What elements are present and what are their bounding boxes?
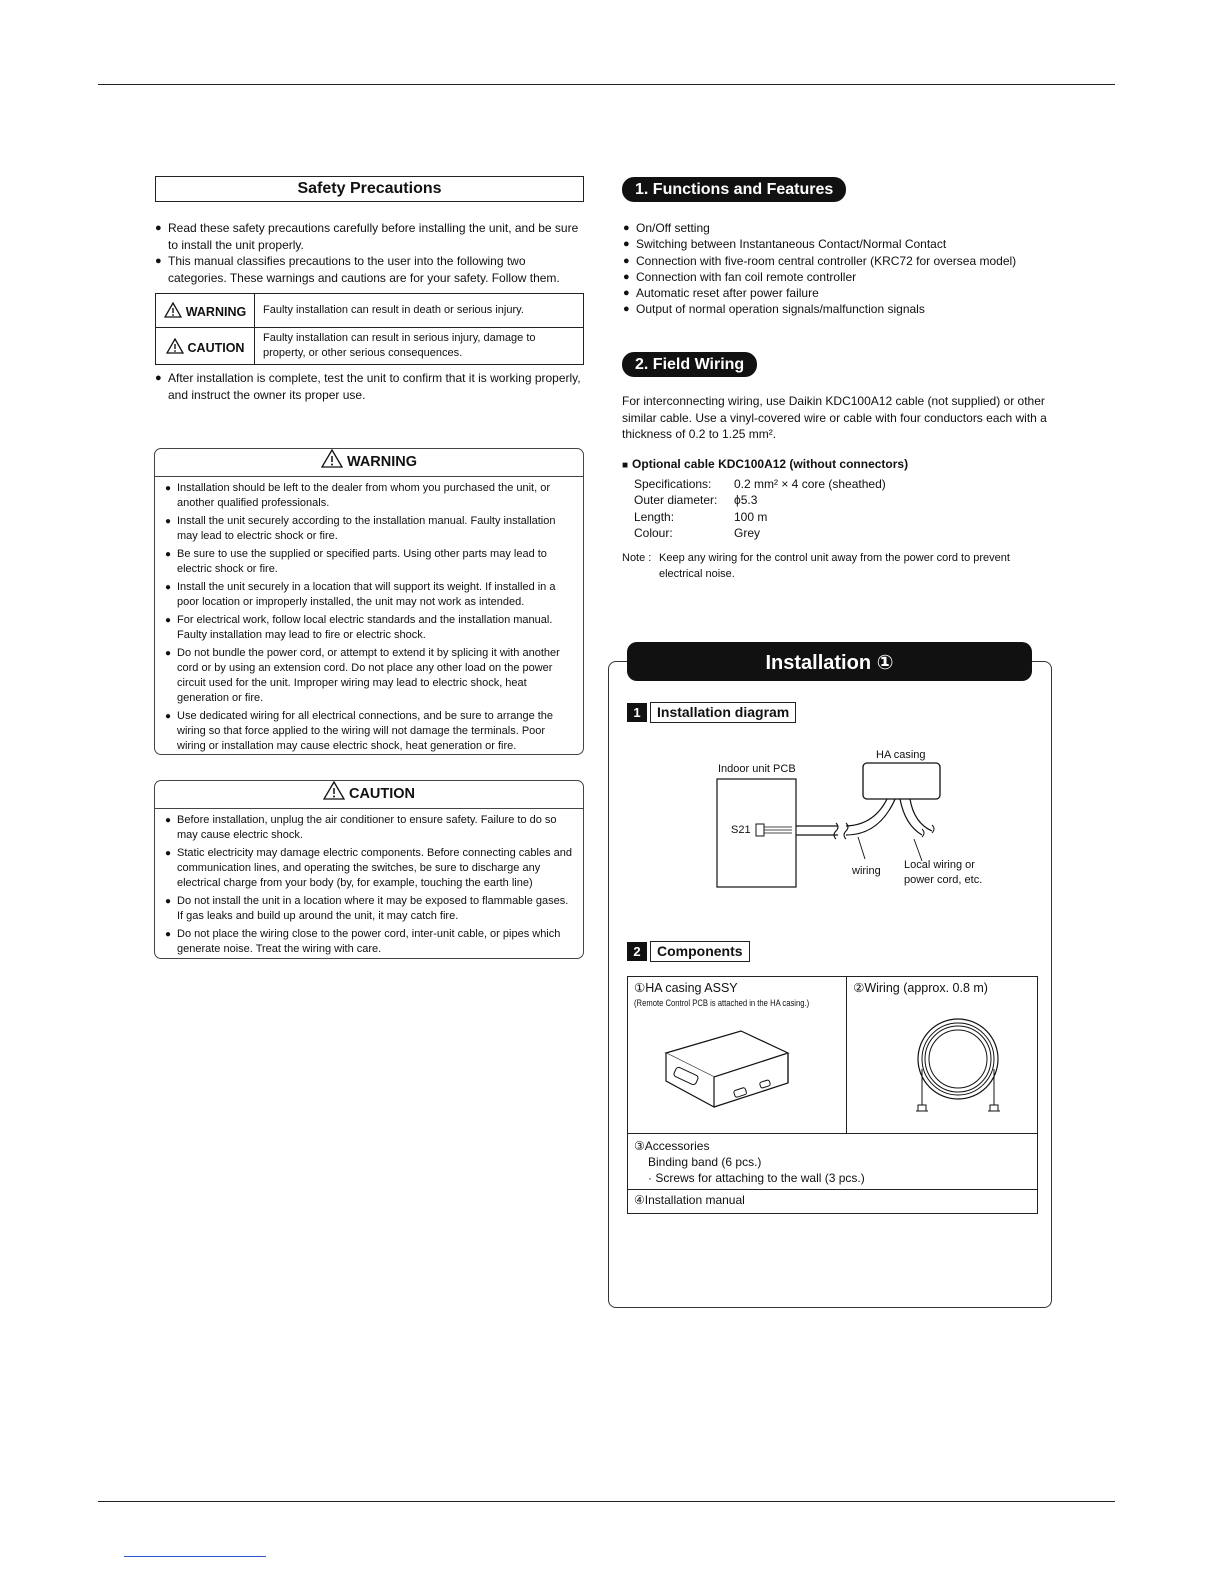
caution-box xyxy=(154,780,584,959)
warning-box-title: WARNING xyxy=(346,454,418,470)
caution-label: CAUTION xyxy=(187,340,245,355)
field-wiring-heading: 2. Field Wiring xyxy=(622,352,757,377)
accessories-line: · Screws for attaching to the wall (3 pcs.) xyxy=(648,1171,865,1185)
list-item: ● Output of normal operation signals/malfunction signals xyxy=(623,301,1063,317)
s21-connector xyxy=(756,824,764,836)
footer-rule xyxy=(98,1501,1115,1502)
accessories-title: ③Accessories xyxy=(634,1139,710,1153)
warning-box-header xyxy=(155,449,583,477)
spec-key: Colour: xyxy=(634,525,673,540)
note-text: Keep any wiring for the control unit away from the power cord to prevent electrical noise. xyxy=(659,552,1010,580)
wiring-leader-line xyxy=(858,837,865,859)
caution-box-header xyxy=(155,781,583,809)
list-item: ● Install the unit securely according to the installation manual. Faulty installation may lead to electric shock or fire. xyxy=(165,514,573,544)
list-item: ● Before installation, unplug the air conditioner to ensure safety. Failure to do so may cause electric shock. xyxy=(165,813,573,843)
optional-cable-title xyxy=(622,457,908,471)
wiring-cable xyxy=(796,826,838,835)
component-wiring xyxy=(847,977,1038,1134)
functions-list xyxy=(623,220,1063,318)
caution-box-body xyxy=(155,809,583,965)
table-row xyxy=(634,492,886,508)
list-item: ● Do not install the unit in a location where it may be exposed to flammable gases. If gas leaks and build up around the unit, it may catch fire. xyxy=(165,894,573,924)
components-table xyxy=(627,976,1038,1214)
local-wiring-line-2: power cord, etc. xyxy=(904,874,983,886)
spec-value: ϕ5.3 xyxy=(734,493,758,508)
list-item: ● Installation should be left to the dealer from whom you purchased the unit, or another qualified professionals. xyxy=(165,481,573,511)
accessories-line: Binding band (6 pcs.) xyxy=(648,1155,762,1169)
safety-precautions-title: Safety Precautions xyxy=(155,176,584,202)
ha-casing-note: (Remote Control PCB is attached in the HA casing.) xyxy=(634,998,810,1008)
cable-break xyxy=(922,825,934,837)
table-row xyxy=(156,294,584,328)
installation-heading: Installation ① xyxy=(627,642,1032,681)
warning-label-cell xyxy=(156,294,255,328)
local-wiring-label xyxy=(904,858,982,888)
caution-label-cell xyxy=(156,328,255,365)
list-item: ● Do not place the wiring close to the power cord, inter-unit cable, or pipes which generate noise. Treat the wiring with care. xyxy=(165,927,573,957)
caution-description: Faulty installation can result in serious injury, damage to property, or other serious consequences. xyxy=(255,328,584,365)
list-item: ● Do not bundle the power cord, or attempt to extend it by splicing it with another cord or by using an extension cord. Do not place any other load on the power circuit used for the unit. Improper wiring may lead to electric shock, heat generation or fire. xyxy=(165,646,573,706)
list-item: ● Connection with fan coil remote controller xyxy=(623,269,1063,285)
list-item: ● Install the unit securely in a location that will support its weight. If installed in a poor location or improperly installed, the unit may not work as intended. xyxy=(165,580,573,610)
indoor-unit-pcb-label: Indoor unit PCB xyxy=(718,763,796,775)
warning-box-body xyxy=(155,477,583,762)
spec-value: Grey xyxy=(734,525,761,540)
local-wiring-line-1: Local wiring or xyxy=(904,859,975,871)
list-item: ● Automatic reset after power failure xyxy=(623,285,1063,301)
safety-intro-item: ● This manual classifies precautions to the user into the following two categories. These warnings and cautions are for your safety. Follow them. xyxy=(155,253,585,286)
field-wiring-intro: For interconnecting wiring, use Daikin KDC100A12 cable (not supplied) or other similar cable. Use a vinyl-covered wire or cable with four conductors each with a thickness of 0.2 to 1.25 mm². xyxy=(622,394,1047,441)
component-ha-casing xyxy=(628,977,847,1134)
list-item: ● On/Off setting xyxy=(623,220,1063,236)
wiring-cable xyxy=(846,797,896,835)
header-rule xyxy=(98,84,1115,85)
table-row xyxy=(634,509,886,525)
wiring-label: wiring xyxy=(852,865,881,877)
caution-triangle-icon xyxy=(323,781,345,800)
section-number: 2 xyxy=(627,942,647,961)
optional-cable-title-text: Optional cable KDC100A12 (without connectors) xyxy=(632,457,909,471)
spec-key: Outer diameter: xyxy=(634,493,718,508)
optional-cable-specs xyxy=(634,476,886,541)
ha-casing-illustration xyxy=(656,1023,796,1118)
warning-label: WARNING xyxy=(185,305,247,319)
wiring-coil-illustration xyxy=(903,1009,1013,1119)
warning-triangle-icon xyxy=(164,302,182,318)
components-title: Components xyxy=(650,941,750,962)
table-row xyxy=(634,525,886,541)
spec-key: Specifications: xyxy=(634,477,712,491)
ha-casing-box xyxy=(863,763,940,799)
caution-triangle-icon xyxy=(166,338,184,354)
table-row xyxy=(628,977,1038,1134)
footer-link-underline[interactable] xyxy=(124,1556,266,1557)
spec-value: 0.2 mm² × 4 core (sheathed) xyxy=(734,477,886,491)
precaution-category-table xyxy=(155,293,584,365)
section-number: 1 xyxy=(627,703,647,722)
safety-after-installation xyxy=(155,370,585,403)
list-item: ● Connection with five-room central controller (KRC72 for oversea model) xyxy=(623,253,1063,269)
list-item: ● For electrical work, follow local electric standards and the installation manual. Faulty installation may lead to fire or electric shock. xyxy=(165,613,573,643)
local-wiring-cable xyxy=(900,799,932,835)
installation-diagram-title: Installation diagram xyxy=(650,702,796,723)
safety-after-item: ● After installation is complete, test the unit to confirm that it is working properly, and instruct the owner its proper use. xyxy=(155,370,585,403)
spec-value: 100 m xyxy=(734,509,768,524)
warning-triangle-icon xyxy=(321,449,343,468)
s21-label: S21 xyxy=(731,824,751,836)
table-row xyxy=(628,1190,1038,1214)
functions-heading: 1. Functions and Features xyxy=(622,177,846,202)
warning-box xyxy=(154,448,584,755)
note-label: Note : xyxy=(622,552,652,564)
safety-intro-item: ● Read these safety precautions carefully before installing the unit, and be sure to install the unit properly. xyxy=(155,220,585,253)
table-row xyxy=(634,476,886,492)
list-item: ● Be sure to use the supplied or specified parts. Using other parts may lead to electric shock or fire. xyxy=(165,547,573,577)
spec-key: Length: xyxy=(634,509,675,524)
list-item: ● Switching between Instantaneous Contact/Normal Contact xyxy=(623,236,1063,252)
list-item: ● Static electricity may damage electric components. Before connecting cables and communication lines, and operating the switches, be sure to discharge any electrical charge from your body (by, for example, touching the earth line) xyxy=(165,846,573,891)
component-accessories xyxy=(628,1134,1038,1190)
safety-intro xyxy=(155,220,585,286)
ha-casing-label: HA casing xyxy=(876,749,926,761)
warning-description: Faulty installation can result in death or serious injury. xyxy=(255,294,584,328)
wiring-note xyxy=(622,551,1052,580)
caution-box-title: CAUTION xyxy=(348,786,416,802)
table-row xyxy=(628,1134,1038,1190)
ha-casing-title: ①HA casing ASSY xyxy=(634,981,738,995)
wiring-component-title: ②Wiring (approx. 0.8 m) xyxy=(853,981,988,995)
component-installation-manual: ④Installation manual xyxy=(628,1190,1038,1214)
table-row xyxy=(156,328,584,365)
list-item: ● Use dedicated wiring for all electrical connections, and be sure to arrange the wiring so that force applied to the wiring will not damage the terminals. Poor wiring or installation may cause electric shock, heat generation or fire. xyxy=(165,709,573,754)
